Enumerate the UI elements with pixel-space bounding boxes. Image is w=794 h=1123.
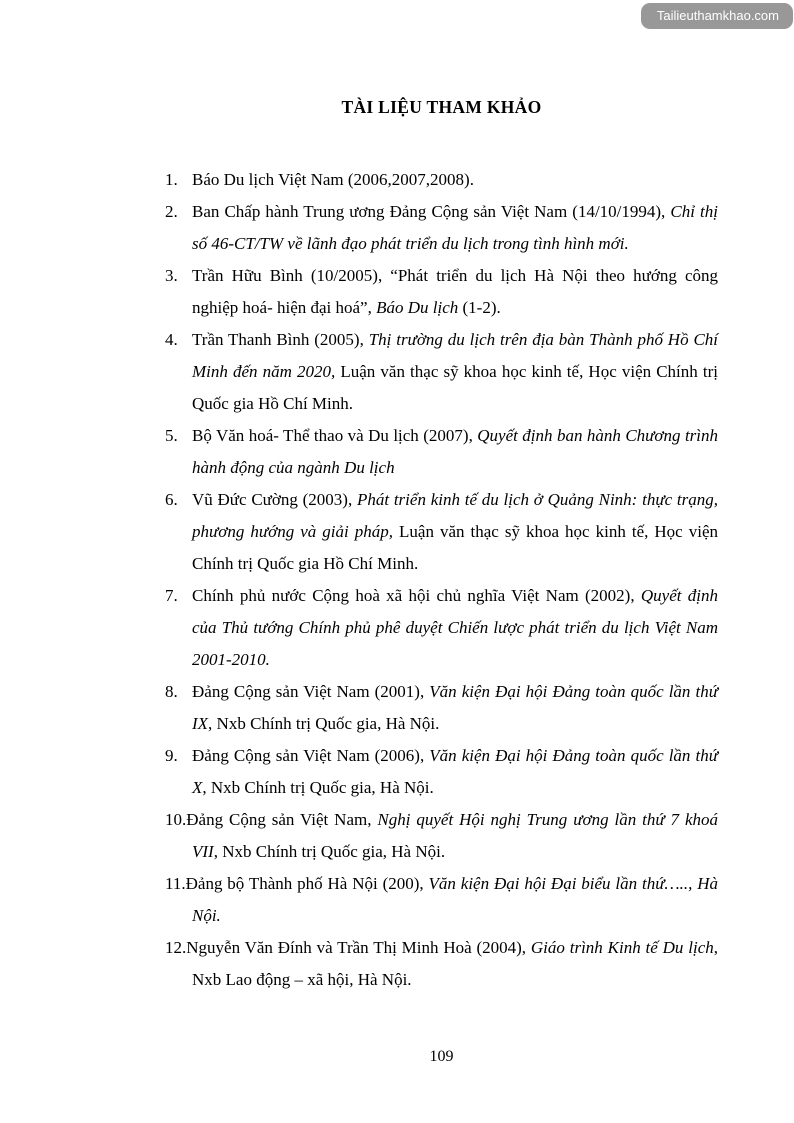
reference-segment-italic: Văn kiện Đại hội Đại biểu lần thứ….., Hà Nội. (192, 874, 718, 925)
reference-number: 2. (165, 202, 178, 221)
reference-text (186, 810, 718, 861)
reference-text (192, 426, 718, 477)
reference-text (186, 874, 718, 925)
reference-item (165, 164, 718, 196)
reference-item (165, 260, 718, 324)
reference-segment: Bộ Văn hoá- Thể thao và Du lịch (2007), (192, 426, 478, 445)
reference-item (165, 676, 718, 740)
reference-item (165, 740, 718, 804)
reference-segment-italic: Thị trường du lịch trên địa bàn Thành phố Hồ Chí Minh đến năm 2020, (192, 330, 719, 381)
reference-segment: , Nxb Chính trị Quốc gia, Hà Nội. (208, 714, 440, 733)
reference-segment-italic: Phát triển kinh tế du lịch ở Quảng Ninh: thực trạng, phương hướng và giải pháp, (192, 490, 718, 541)
reference-number: 5. (165, 426, 178, 445)
reference-number: 10. (165, 810, 187, 829)
reference-item (165, 484, 718, 580)
reference-segment: Chính phủ nước Cộng hoà xã hội chủ nghĩa Việt Nam (2002), (192, 586, 641, 605)
reference-segment-italic: Chỉ thị số 46-CT/TW về lãnh đạo phát triển du lịch trong tình hình mới. (192, 202, 718, 253)
reference-text (192, 202, 718, 253)
reference-text (192, 682, 718, 733)
reference-text (192, 586, 718, 669)
page-title: TÀI LIỆU THAM KHẢO (341, 97, 542, 117)
reference-text (192, 746, 718, 797)
reference-segment: Luận văn thạc sỹ khoa học kinh tế, Học viện Chính trị Quốc gia Hồ Chí Minh. (192, 362, 718, 413)
reference-segment-italic: Báo Du lịch (376, 298, 459, 317)
page-number: 109 (429, 1048, 454, 1065)
reference-item (165, 932, 718, 996)
reference-number: 11. (165, 874, 186, 893)
reference-text (192, 490, 718, 573)
reference-segment-italic: Quyết định của Thủ tướng Chính phủ phê duyệt Chiến lược phát triển du lịch Việt Nam 2001-2010. (192, 586, 718, 669)
reference-number: 3. (165, 266, 178, 285)
reference-segment: Báo Du lịch Việt Nam (2006,2007,2008). (192, 170, 474, 189)
watermark-badge[interactable]: Tailieuthamkhao.com (641, 3, 793, 29)
reference-segment: Đảng bộ Thành phố Hà Nội (200), (185, 874, 429, 893)
reference-item (165, 580, 718, 676)
reference-segment: , Nxb Chính trị Quốc gia, Hà Nội. (213, 842, 446, 861)
reference-segment-italic: Văn kiện Đại hội Đảng toàn quốc lần thứ X (192, 746, 718, 797)
reference-segment: Đảng Cộng sản Việt Nam (2001), (192, 682, 430, 701)
reference-number: 1. (165, 170, 178, 189)
reference-segment: , Nxb Lao động – xã hội, Hà Nội. (192, 938, 718, 989)
reference-item (165, 804, 718, 868)
reference-segment: Đảng Cộng sản Việt Nam (2006), (192, 746, 430, 765)
reference-segment: Nguyễn Văn Đính và Trần Thị Minh Hoà (2004), (186, 938, 531, 957)
reference-segment: Vũ Đức Cường (2003), (192, 490, 357, 509)
reference-segment: Đảng Cộng sản Việt Nam, (186, 810, 378, 829)
reference-number: 6. (165, 490, 178, 509)
references-list (165, 164, 718, 996)
reference-item (165, 196, 718, 260)
reference-number: 7. (165, 586, 178, 605)
reference-text (186, 938, 718, 989)
reference-number: 8. (165, 682, 178, 701)
reference-segment: Trần Hữu Bình (10/2005), “Phát triển du lịch Hà Nội theo hướng công nghiệp hoá- hiện đại hoá”, (192, 266, 718, 317)
reference-text (192, 330, 718, 413)
reference-segment-italic: Quyết định ban hành Chương trình hành động của ngành Du lịch (192, 426, 719, 477)
reference-segment: (1-2). (458, 298, 501, 317)
reference-segment-italic: Văn kiện Đại hội Đảng toàn quốc lần thứ IX (192, 682, 718, 733)
reference-segment: , Nxb Chính trị Quốc gia, Hà Nội. (202, 778, 434, 797)
reference-number: 9. (165, 746, 178, 765)
reference-segment: Ban Chấp hành Trung ương Đảng Cộng sản Việt Nam (14/10/1994), (192, 202, 671, 221)
reference-number: 12. (165, 938, 187, 957)
reference-segment-italic: Giáo trình Kinh tế Du lịch (530, 938, 714, 957)
reference-item (165, 324, 718, 420)
reference-text (192, 266, 718, 317)
reference-text (192, 170, 474, 189)
reference-item (165, 868, 718, 932)
reference-segment-italic: Nghị quyết Hội nghị Trung ương lần thứ 7 khoá VII (192, 810, 719, 861)
reference-segment: Luận văn thạc sỹ khoa học kinh tế, Học viện Chính trị Quốc gia Hồ Chí Minh. (192, 522, 718, 573)
reference-number: 4. (165, 330, 178, 349)
reference-item (165, 420, 718, 484)
reference-segment: Trần Thanh Bình (2005), (192, 330, 369, 349)
